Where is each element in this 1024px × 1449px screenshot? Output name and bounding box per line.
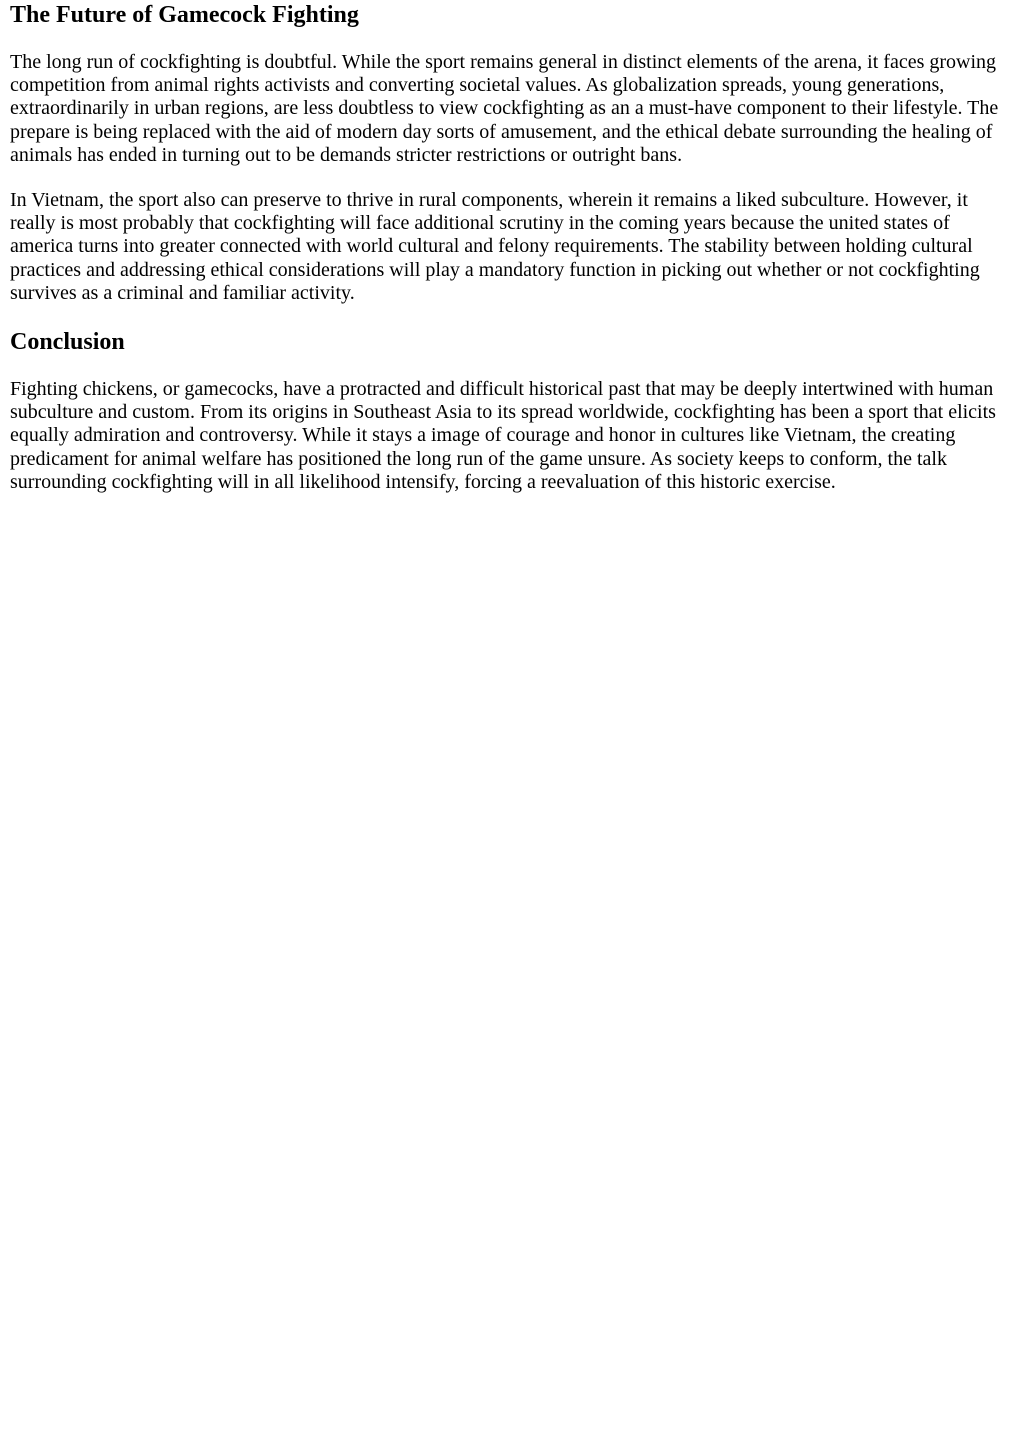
section-heading-conclusion: Conclusion [10,329,125,356]
paragraph-vietnam: In Vietnam, the sport also can preserve to thrive in rural components, wherein it remains a liked subculture. However, it really is most probably that cockfighting will face additional scrutiny in the coming years because the united states of america turns into greater connected with world cultural and felony requirements. The stability between holding cultural practices and addressing ethical considerations will play a mandatory function in picking out whether or not cockfighting survives as a criminal and familiar activity. [10,189,980,304]
section-heading-future: The Future of Gamecock Fighting [10,2,359,28]
article [0,1,1024,494]
paragraph-future-outlook: The long run of cockfighting is doubtful. While the sport remains general in distinct elements of the arena, it faces growing competition from animal rights activists and converting societal values. As globalization spreads, young generations, extraordinarily in urban regions, are less doubtless to view cockfighting as an a must-have component to their lifestyle. The prepare is being replaced with the aid of modern day sorts of amusement, and the ethical debate surrounding the healing of animals has ended in turning out to be demands stricter restrictions or outright bans. [10,51,999,166]
paragraph-conclusion: Fighting chickens, or gamecocks, have a protracted and difficult historical past that may be deeply intertwined with human subculture and custom. From its origins in Southeast Asia to its spread worldwide, cockfighting has been a sport that elicits equally admiration and controversy. While it stays a image of courage and honor in cultures like Vietnam, the creating predicament for animal welfare has positioned the long run of the game unsure. As society keeps to conform, the talk surrounding cockfighting will in all likelihood intensify, forcing a reevaluation of this historic exercise. [10,378,996,493]
